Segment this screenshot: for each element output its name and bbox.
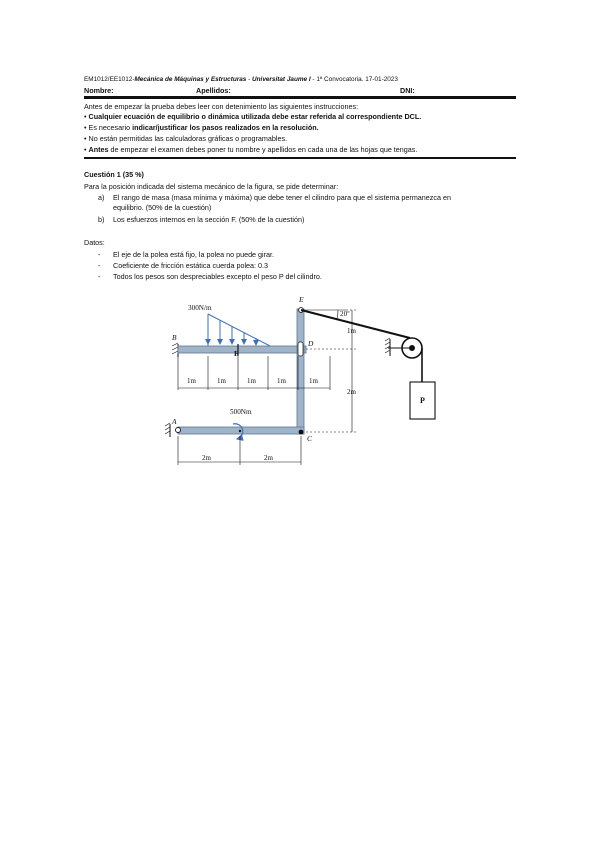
part-b-text: Los esfuerzos internos en la sección F. (50% de la cuestión) <box>113 215 305 224</box>
dim-label: 1m <box>187 377 196 385</box>
apellidos-label: Apellidos: <box>196 86 231 95</box>
point-b-label: B <box>172 333 177 342</box>
dim-label-vertical: 1m <box>347 327 356 335</box>
dim-label: 1m <box>309 377 318 385</box>
part-a-text: El rango de masa (masa mínima y máxima) que debe tener el cilindro para que el sistema permanezca en <box>113 193 451 202</box>
pulley-system <box>301 310 422 382</box>
course-code: EM1012/EE1012- <box>84 76 135 83</box>
angle-arc <box>337 310 338 319</box>
datos-item: Coeficiente de fricción estática cuerda polea: 0.3 <box>113 261 269 270</box>
instruction-item: • No están permitidas las calculadoras gráficas o programables. <box>84 134 288 143</box>
part-label: a) <box>98 193 105 202</box>
instruction-item: • Cualquier ecuación de equilibrio o dinámica utilizada debe estar referida al correspondiente DCL. <box>84 112 422 121</box>
dim-label: 2m <box>202 454 211 462</box>
dim-label-vertical: 2m <box>347 388 356 396</box>
dim-label: 1m <box>217 377 226 385</box>
datos-item: Todos los pesos son despreciables excepto el peso P del cilindro. <box>113 272 322 281</box>
beam-bd <box>178 346 306 353</box>
point-d-label: D <box>308 339 314 348</box>
moment-label: 500Nm <box>230 408 252 416</box>
separator: - <box>310 76 317 83</box>
point-f-label: F <box>234 349 239 358</box>
dim-label: 1m <box>247 377 256 385</box>
dimension-lines <box>178 310 356 465</box>
pin-c <box>299 430 304 435</box>
convocatoria-date: 1ª Convocatoria. 17-01-2023 <box>316 76 398 83</box>
instruction-item: • Antes de empezar el examen debes poner tu nombre y apellidos en cada una de las hojas que tengas. <box>84 145 418 154</box>
nombre-label: Nombre: <box>84 86 114 95</box>
question-title: Cuestión 1 (35 %) <box>84 170 144 179</box>
distributed-load <box>208 314 270 346</box>
datos-item: El eje de la polea está fijo, la polea no puede girar. <box>113 250 275 259</box>
point-e-label: E <box>299 295 304 304</box>
question-intro: Para la posición indicada del sistema mecánico de la figura, se pide determinar: <box>84 182 339 191</box>
part-a-text-cont: equilibrio. (50% de la cuestión) <box>113 203 212 212</box>
dim-label: 1m <box>277 377 286 385</box>
datos-title: Datos: <box>84 238 105 247</box>
point-a-label: A <box>172 417 177 426</box>
university-name: Universitat Jaume I <box>252 76 311 83</box>
datos-dash: - <box>98 261 101 270</box>
instruction-item: • Es necesario indicar/justificar los pasos realizados en la resolución. <box>84 123 319 132</box>
wall-support-b <box>172 343 178 357</box>
slot-d <box>298 342 303 356</box>
weight-label: P <box>420 396 425 405</box>
subject-name: Mecánica de Máquinas y Estructuras <box>134 76 247 83</box>
datos-dash: - <box>98 250 101 259</box>
point-c-label: C <box>307 434 312 443</box>
part-label: b) <box>98 215 105 224</box>
dim-label: 2m <box>264 454 273 462</box>
instructions-intro: Antes de empezar la prueba debes leer con detenimiento las siguientes instrucciones: <box>84 102 359 111</box>
separator: - <box>246 76 253 83</box>
dni-label: DNI: <box>400 86 415 95</box>
load-label: 300N/m <box>188 304 212 312</box>
moment-point <box>239 430 241 432</box>
angle-label: 20º <box>340 310 350 318</box>
datos-dash: - <box>98 272 101 281</box>
